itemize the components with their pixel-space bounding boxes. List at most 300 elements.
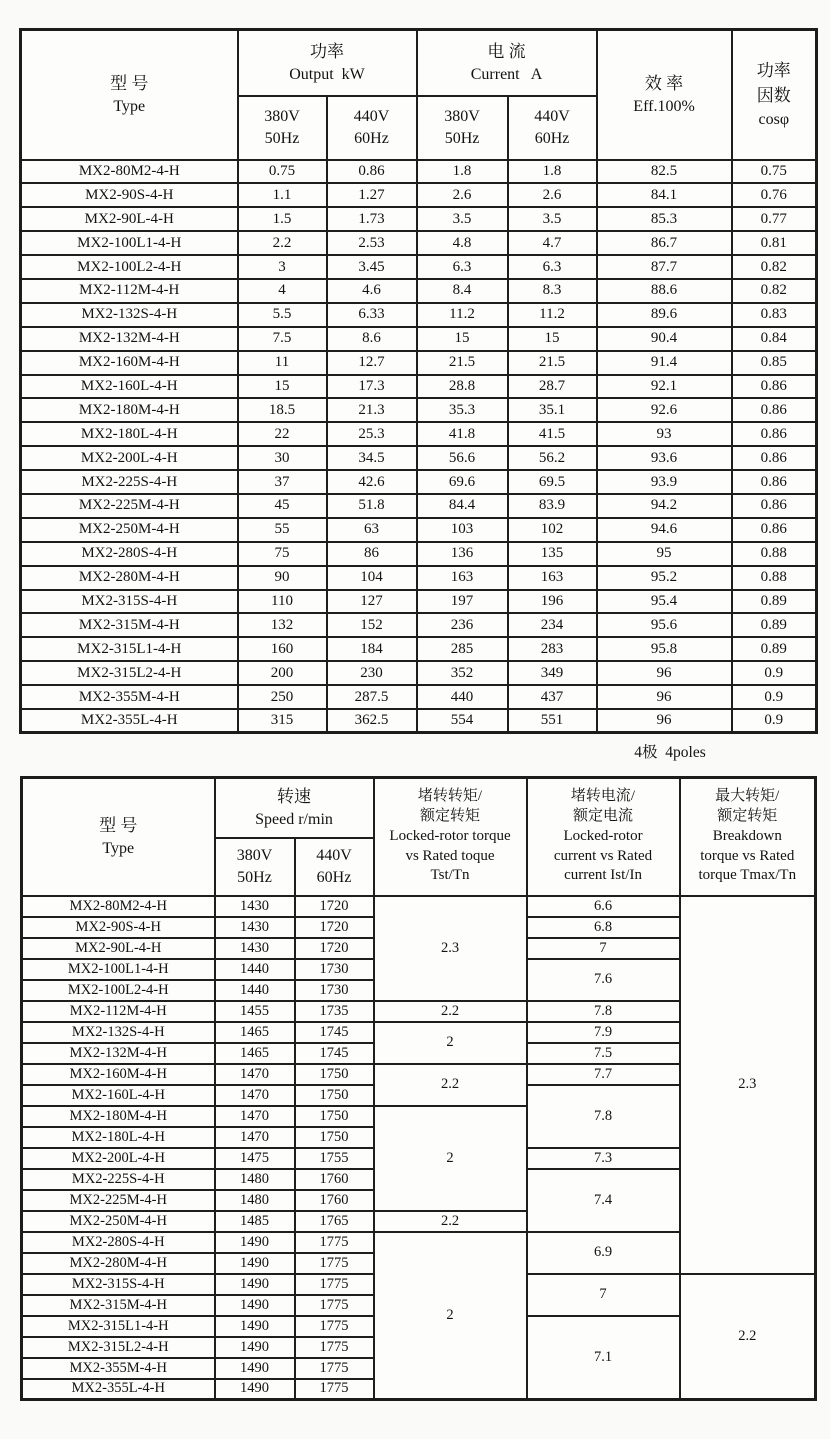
col-header-locked-rotor-torque: 堵转转矩/ 额定转矩 Locked-rotor torque vs Rated toque Tst/Tn bbox=[374, 778, 527, 896]
value-cell: 55 bbox=[238, 518, 327, 542]
eff-label-en: Eff.100% bbox=[633, 98, 695, 116]
value-cell: 1750 bbox=[295, 1064, 374, 1085]
ratings-table bbox=[19, 28, 818, 734]
value-cell: 0.86 bbox=[327, 160, 417, 184]
value-cell: 0.9 bbox=[732, 661, 817, 685]
tmax-tn-cell: 2.3 bbox=[680, 896, 816, 1274]
model-cell: MX2-160L-4-H bbox=[21, 375, 238, 399]
model-cell: MX2-160L-4-H bbox=[22, 1085, 215, 1106]
value-cell: 3.5 bbox=[417, 207, 508, 231]
table-row bbox=[21, 613, 817, 637]
type-label-en: Type bbox=[113, 98, 146, 116]
value-cell: 28.8 bbox=[417, 375, 508, 399]
value-cell: 84.1 bbox=[597, 183, 732, 207]
value-cell: 21.3 bbox=[327, 398, 417, 422]
tst-tn-cell: 2.2 bbox=[374, 1064, 527, 1106]
value-cell: 250 bbox=[238, 685, 327, 709]
value-cell: 1720 bbox=[295, 938, 374, 959]
table-row bbox=[21, 566, 817, 590]
value-cell: 87.7 bbox=[597, 255, 732, 279]
tmax-tn-cell: 2.2 bbox=[680, 1274, 816, 1400]
value-cell: 163 bbox=[508, 566, 597, 590]
model-cell: MX2-355M-4-H bbox=[21, 685, 238, 709]
value-cell: 93 bbox=[597, 422, 732, 446]
subcol-speed-380v: 380V 50Hz bbox=[215, 838, 295, 896]
value-cell: 1490 bbox=[215, 1316, 295, 1337]
value-cell: 135 bbox=[508, 542, 597, 566]
value-cell: 1430 bbox=[215, 896, 295, 917]
tst-tn-cell: 2.2 bbox=[374, 1001, 527, 1022]
ist-in-cell: 7 bbox=[527, 938, 680, 959]
value-cell: 0.88 bbox=[732, 542, 817, 566]
value-cell: 132 bbox=[238, 613, 327, 637]
value-cell: 0.77 bbox=[732, 207, 817, 231]
value-cell: 5.5 bbox=[238, 303, 327, 327]
value-cell: 1470 bbox=[215, 1127, 295, 1148]
value-cell: 0.86 bbox=[732, 470, 817, 494]
value-cell: 11 bbox=[238, 351, 327, 375]
performance-table-header bbox=[22, 778, 816, 896]
model-cell: MX2-315L1-4-H bbox=[21, 637, 238, 661]
performance-table-body bbox=[22, 896, 816, 1400]
value-cell: 440 bbox=[417, 685, 508, 709]
value-cell: 236 bbox=[417, 613, 508, 637]
value-cell: 152 bbox=[327, 613, 417, 637]
value-cell: 4 bbox=[238, 279, 327, 303]
model-cell: MX2-160M-4-H bbox=[22, 1064, 215, 1085]
value-cell: 96 bbox=[597, 685, 732, 709]
model-cell: MX2-200L-4-H bbox=[22, 1148, 215, 1169]
value-cell: 95.8 bbox=[597, 637, 732, 661]
value-cell: 11.2 bbox=[508, 303, 597, 327]
model-cell: MX2-315L1-4-H bbox=[22, 1316, 215, 1337]
ist-in-cell: 7.4 bbox=[527, 1169, 680, 1232]
table-row bbox=[21, 255, 817, 279]
value-cell: 0.89 bbox=[732, 637, 817, 661]
subcol-speed-440v: 440V 60Hz bbox=[295, 838, 374, 896]
value-cell: 1490 bbox=[215, 1358, 295, 1379]
value-cell: 84.4 bbox=[417, 494, 508, 518]
col-header-type bbox=[22, 778, 215, 896]
speed-label-zh: 转速 bbox=[277, 786, 311, 806]
value-cell: 2.6 bbox=[508, 183, 597, 207]
value-cell: 28.7 bbox=[508, 375, 597, 399]
value-cell: 1455 bbox=[215, 1001, 295, 1022]
ist-in-cell: 7.8 bbox=[527, 1001, 680, 1022]
value-cell: 93.6 bbox=[597, 446, 732, 470]
ist-in-cell: 7.5 bbox=[527, 1043, 680, 1064]
poles-caption: 4极 4poles bbox=[634, 744, 706, 761]
value-cell: 51.8 bbox=[327, 494, 417, 518]
pf-label-zh1: 功率 bbox=[756, 61, 791, 81]
type-label-zh: 型 号 bbox=[110, 73, 149, 93]
value-cell: 83.9 bbox=[508, 494, 597, 518]
value-cell: 34.5 bbox=[327, 446, 417, 470]
value-cell: 94.6 bbox=[597, 518, 732, 542]
value-cell: 0.82 bbox=[732, 255, 817, 279]
ratings-table-header bbox=[21, 30, 817, 160]
ratings-table-body bbox=[21, 160, 817, 733]
ist-in-cell: 7.7 bbox=[527, 1064, 680, 1085]
table-row bbox=[21, 542, 817, 566]
value-cell: 17.3 bbox=[327, 375, 417, 399]
value-cell: 1465 bbox=[215, 1022, 295, 1043]
performance-table bbox=[20, 776, 817, 1401]
model-cell: MX2-315M-4-H bbox=[22, 1295, 215, 1316]
value-cell: 1475 bbox=[215, 1148, 295, 1169]
value-cell: 1465 bbox=[215, 1043, 295, 1064]
value-cell: 94.2 bbox=[597, 494, 732, 518]
model-cell: MX2-132M-4-H bbox=[22, 1043, 215, 1064]
value-cell: 0.9 bbox=[732, 685, 817, 709]
ist-in-cell: 7.6 bbox=[527, 959, 680, 1001]
model-cell: MX2-225S-4-H bbox=[21, 470, 238, 494]
value-cell: 1480 bbox=[215, 1190, 295, 1211]
value-cell: 136 bbox=[417, 542, 508, 566]
value-cell: 127 bbox=[327, 590, 417, 614]
subcol-output-440v: 440V 60Hz bbox=[327, 96, 417, 160]
model-cell: MX2-132S-4-H bbox=[21, 303, 238, 327]
value-cell: 89.6 bbox=[597, 303, 732, 327]
value-cell: 1490 bbox=[215, 1295, 295, 1316]
output-label-en: Output kW bbox=[289, 66, 365, 84]
value-cell: 1735 bbox=[295, 1001, 374, 1022]
value-cell: 1750 bbox=[295, 1106, 374, 1127]
value-cell: 315 bbox=[238, 709, 327, 733]
model-cell: MX2-315S-4-H bbox=[22, 1274, 215, 1295]
value-cell: 1745 bbox=[295, 1022, 374, 1043]
value-cell: 1720 bbox=[295, 896, 374, 917]
model-cell: MX2-160M-4-H bbox=[21, 351, 238, 375]
model-cell: MX2-315L2-4-H bbox=[21, 661, 238, 685]
value-cell: 82.5 bbox=[597, 160, 732, 184]
value-cell: 96 bbox=[597, 709, 732, 733]
value-cell: 1480 bbox=[215, 1169, 295, 1190]
value-cell: 0.75 bbox=[732, 160, 817, 184]
value-cell: 1440 bbox=[215, 959, 295, 980]
ist-in-cell: 7.9 bbox=[527, 1022, 680, 1043]
value-cell: 1490 bbox=[215, 1337, 295, 1358]
ist-in-cell: 6.8 bbox=[527, 917, 680, 938]
model-cell: MX2-90L-4-H bbox=[21, 207, 238, 231]
value-cell: 8.4 bbox=[417, 279, 508, 303]
value-cell: 95.2 bbox=[597, 566, 732, 590]
value-cell: 8.3 bbox=[508, 279, 597, 303]
value-cell: 1760 bbox=[295, 1169, 374, 1190]
value-cell: 56.2 bbox=[508, 446, 597, 470]
table-row bbox=[21, 590, 817, 614]
value-cell: 63 bbox=[327, 518, 417, 542]
model-cell: MX2-80M2-4-H bbox=[21, 160, 238, 184]
value-cell: 0.83 bbox=[732, 303, 817, 327]
output-label-zh: 功率 bbox=[310, 41, 344, 61]
model-cell: MX2-280S-4-H bbox=[21, 542, 238, 566]
model-cell: MX2-315S-4-H bbox=[21, 590, 238, 614]
value-cell: 102 bbox=[508, 518, 597, 542]
value-cell: 75 bbox=[238, 542, 327, 566]
model-cell: MX2-132M-4-H bbox=[21, 327, 238, 351]
ist-in-cell: 6.6 bbox=[527, 896, 680, 917]
value-cell: 4.8 bbox=[417, 231, 508, 255]
model-cell: MX2-100L2-4-H bbox=[22, 980, 215, 1001]
current-label-en: Current A bbox=[470, 66, 543, 84]
value-cell: 362.5 bbox=[327, 709, 417, 733]
value-cell: 110 bbox=[238, 590, 327, 614]
value-cell: 230 bbox=[327, 661, 417, 685]
value-cell: 1755 bbox=[295, 1148, 374, 1169]
value-cell: 21.5 bbox=[417, 351, 508, 375]
table-row bbox=[21, 637, 817, 661]
model-cell: MX2-280M-4-H bbox=[22, 1253, 215, 1274]
model-cell: MX2-100L1-4-H bbox=[21, 231, 238, 255]
value-cell: 0.86 bbox=[732, 446, 817, 470]
value-cell: 37 bbox=[238, 470, 327, 494]
model-cell: MX2-355L-4-H bbox=[21, 709, 238, 733]
model-cell: MX2-280M-4-H bbox=[21, 566, 238, 590]
col-header-output bbox=[238, 30, 417, 96]
value-cell: 45 bbox=[238, 494, 327, 518]
eff-label-zh: 效 率 bbox=[644, 73, 684, 93]
table-row bbox=[21, 160, 817, 184]
value-cell: 0.88 bbox=[732, 566, 817, 590]
value-cell: 30 bbox=[238, 446, 327, 470]
model-cell: MX2-250M-4-H bbox=[21, 518, 238, 542]
col-header-efficiency bbox=[597, 30, 732, 160]
value-cell: 0.82 bbox=[732, 279, 817, 303]
model-cell: MX2-180M-4-H bbox=[22, 1106, 215, 1127]
col-header-breakdown-torque: 最大转矩/ 额定转矩 Breakdown torque vs Rated torque Tmax/Tn bbox=[680, 778, 816, 896]
value-cell: 0.86 bbox=[732, 518, 817, 542]
value-cell: 0.81 bbox=[732, 231, 817, 255]
value-cell: 197 bbox=[417, 590, 508, 614]
model-cell: MX2-315M-4-H bbox=[21, 613, 238, 637]
value-cell: 163 bbox=[417, 566, 508, 590]
value-cell: 1760 bbox=[295, 1190, 374, 1211]
value-cell: 42.6 bbox=[327, 470, 417, 494]
value-cell: 554 bbox=[417, 709, 508, 733]
value-cell: 1730 bbox=[295, 980, 374, 1001]
value-cell: 285 bbox=[417, 637, 508, 661]
model-cell: MX2-250M-4-H bbox=[22, 1211, 215, 1232]
value-cell: 7.5 bbox=[238, 327, 327, 351]
table-row bbox=[21, 422, 817, 446]
value-cell: 92.1 bbox=[597, 375, 732, 399]
value-cell: 3 bbox=[238, 255, 327, 279]
value-cell: 6.3 bbox=[508, 255, 597, 279]
value-cell: 1470 bbox=[215, 1064, 295, 1085]
value-cell: 1440 bbox=[215, 980, 295, 1001]
value-cell: 0.86 bbox=[732, 494, 817, 518]
table-row bbox=[21, 231, 817, 255]
value-cell: 1.8 bbox=[508, 160, 597, 184]
model-cell: MX2-225M-4-H bbox=[22, 1190, 215, 1211]
value-cell: 88.6 bbox=[597, 279, 732, 303]
value-cell: 15 bbox=[417, 327, 508, 351]
table-row bbox=[21, 518, 817, 542]
value-cell: 352 bbox=[417, 661, 508, 685]
value-cell: 0.9 bbox=[732, 709, 817, 733]
value-cell: 41.8 bbox=[417, 422, 508, 446]
model-cell: MX2-200L-4-H bbox=[21, 446, 238, 470]
model-cell: MX2-80M2-4-H bbox=[22, 896, 215, 917]
value-cell: 0.86 bbox=[732, 375, 817, 399]
value-cell: 283 bbox=[508, 637, 597, 661]
table-row bbox=[21, 303, 817, 327]
table-row bbox=[22, 896, 816, 917]
pf-label-zh2: 因数 bbox=[756, 85, 791, 105]
model-cell: MX2-112M-4-H bbox=[22, 1001, 215, 1022]
table-row bbox=[21, 709, 817, 733]
value-cell: 22 bbox=[238, 422, 327, 446]
value-cell: 1750 bbox=[295, 1085, 374, 1106]
value-cell: 15 bbox=[508, 327, 597, 351]
value-cell: 69.6 bbox=[417, 470, 508, 494]
value-cell: 0.86 bbox=[732, 398, 817, 422]
tst-tn-cell: 2 bbox=[374, 1232, 527, 1400]
value-cell: 11.2 bbox=[417, 303, 508, 327]
value-cell: 0.85 bbox=[732, 351, 817, 375]
value-cell: 1490 bbox=[215, 1379, 295, 1400]
value-cell: 184 bbox=[327, 637, 417, 661]
value-cell: 104 bbox=[327, 566, 417, 590]
value-cell: 0.89 bbox=[732, 590, 817, 614]
tst-tn-cell: 2 bbox=[374, 1106, 527, 1211]
value-cell: 90 bbox=[238, 566, 327, 590]
value-cell: 93.9 bbox=[597, 470, 732, 494]
value-cell: 4.7 bbox=[508, 231, 597, 255]
tst-tn-cell: 2 bbox=[374, 1022, 527, 1064]
model-cell: MX2-112M-4-H bbox=[21, 279, 238, 303]
pf-label-en: cosφ bbox=[758, 110, 790, 128]
value-cell: 1490 bbox=[215, 1232, 295, 1253]
value-cell: 95.4 bbox=[597, 590, 732, 614]
value-cell: 1745 bbox=[295, 1043, 374, 1064]
value-cell: 21.5 bbox=[508, 351, 597, 375]
value-cell: 95.6 bbox=[597, 613, 732, 637]
table-row bbox=[21, 661, 817, 685]
value-cell: 1485 bbox=[215, 1211, 295, 1232]
current-label-zh: 电 流 bbox=[487, 41, 526, 61]
value-cell: 69.5 bbox=[508, 470, 597, 494]
subcol-current-440v: 440V 60Hz bbox=[508, 96, 597, 160]
value-cell: 15 bbox=[238, 375, 327, 399]
value-cell: 6.33 bbox=[327, 303, 417, 327]
type-label-en: Type bbox=[102, 840, 135, 858]
value-cell: 95 bbox=[597, 542, 732, 566]
value-cell: 85.3 bbox=[597, 207, 732, 231]
table-row bbox=[21, 375, 817, 399]
speed-label-en: Speed r/min bbox=[255, 811, 333, 829]
model-cell: MX2-315L2-4-H bbox=[22, 1337, 215, 1358]
value-cell: 3.5 bbox=[508, 207, 597, 231]
value-cell: 41.5 bbox=[508, 422, 597, 446]
value-cell: 1.73 bbox=[327, 207, 417, 231]
model-cell: MX2-132S-4-H bbox=[22, 1022, 215, 1043]
model-cell: MX2-100L2-4-H bbox=[21, 255, 238, 279]
value-cell: 160 bbox=[238, 637, 327, 661]
value-cell: 1430 bbox=[215, 917, 295, 938]
table-row bbox=[21, 398, 817, 422]
col-header-locked-rotor-current: 堵转电流/ 额定电流 Locked-rotor current vs Rated current Ist/In bbox=[527, 778, 680, 896]
value-cell: 1490 bbox=[215, 1253, 295, 1274]
value-cell: 2.53 bbox=[327, 231, 417, 255]
value-cell: 1765 bbox=[295, 1211, 374, 1232]
value-cell: 8.6 bbox=[327, 327, 417, 351]
value-cell: 2.2 bbox=[238, 231, 327, 255]
table-row bbox=[21, 351, 817, 375]
value-cell: 1.1 bbox=[238, 183, 327, 207]
model-cell: MX2-280S-4-H bbox=[22, 1232, 215, 1253]
value-cell: 4.6 bbox=[327, 279, 417, 303]
ist-in-cell: 7.8 bbox=[527, 1085, 680, 1148]
col-header-speed bbox=[215, 778, 374, 838]
type-label-zh: 型 号 bbox=[99, 815, 138, 835]
ist-in-cell: 7.3 bbox=[527, 1148, 680, 1169]
value-cell: 96 bbox=[597, 661, 732, 685]
model-cell: MX2-90L-4-H bbox=[22, 938, 215, 959]
value-cell: 0.86 bbox=[732, 422, 817, 446]
model-cell: MX2-180M-4-H bbox=[21, 398, 238, 422]
value-cell: 92.6 bbox=[597, 398, 732, 422]
value-cell: 90.4 bbox=[597, 327, 732, 351]
value-cell: 0.84 bbox=[732, 327, 817, 351]
value-cell: 1775 bbox=[295, 1316, 374, 1337]
value-cell: 437 bbox=[508, 685, 597, 709]
table-row bbox=[21, 327, 817, 351]
value-cell: 234 bbox=[508, 613, 597, 637]
subcol-output-380v: 380V 50Hz bbox=[238, 96, 327, 160]
tst-tn-cell: 2.3 bbox=[374, 896, 527, 1001]
value-cell: 25.3 bbox=[327, 422, 417, 446]
model-cell: MX2-355L-4-H bbox=[22, 1379, 215, 1400]
value-cell: 1775 bbox=[295, 1295, 374, 1316]
value-cell: 1775 bbox=[295, 1253, 374, 1274]
model-cell: MX2-180L-4-H bbox=[21, 422, 238, 446]
value-cell: 1.27 bbox=[327, 183, 417, 207]
table-row bbox=[21, 207, 817, 231]
value-cell: 1470 bbox=[215, 1106, 295, 1127]
table-row bbox=[21, 470, 817, 494]
value-cell: 3.45 bbox=[327, 255, 417, 279]
subcol-current-380v: 380V 50Hz bbox=[417, 96, 508, 160]
value-cell: 35.3 bbox=[417, 398, 508, 422]
value-cell: 6.3 bbox=[417, 255, 508, 279]
value-cell: 1775 bbox=[295, 1232, 374, 1253]
value-cell: 18.5 bbox=[238, 398, 327, 422]
value-cell: 1730 bbox=[295, 959, 374, 980]
value-cell: 0.89 bbox=[732, 613, 817, 637]
value-cell: 196 bbox=[508, 590, 597, 614]
table-row bbox=[21, 183, 817, 207]
value-cell: 1430 bbox=[215, 938, 295, 959]
value-cell: 103 bbox=[417, 518, 508, 542]
value-cell: 200 bbox=[238, 661, 327, 685]
value-cell: 1775 bbox=[295, 1358, 374, 1379]
value-cell: 1775 bbox=[295, 1274, 374, 1295]
value-cell: 86 bbox=[327, 542, 417, 566]
model-cell: MX2-90S-4-H bbox=[21, 183, 238, 207]
value-cell: 35.1 bbox=[508, 398, 597, 422]
value-cell: 551 bbox=[508, 709, 597, 733]
ist-in-cell: 6.9 bbox=[527, 1232, 680, 1274]
value-cell: 1775 bbox=[295, 1337, 374, 1358]
value-cell: 0.76 bbox=[732, 183, 817, 207]
value-cell: 1490 bbox=[215, 1274, 295, 1295]
value-cell: 349 bbox=[508, 661, 597, 685]
col-header-type bbox=[21, 30, 238, 160]
value-cell: 86.7 bbox=[597, 231, 732, 255]
value-cell: 2.6 bbox=[417, 183, 508, 207]
